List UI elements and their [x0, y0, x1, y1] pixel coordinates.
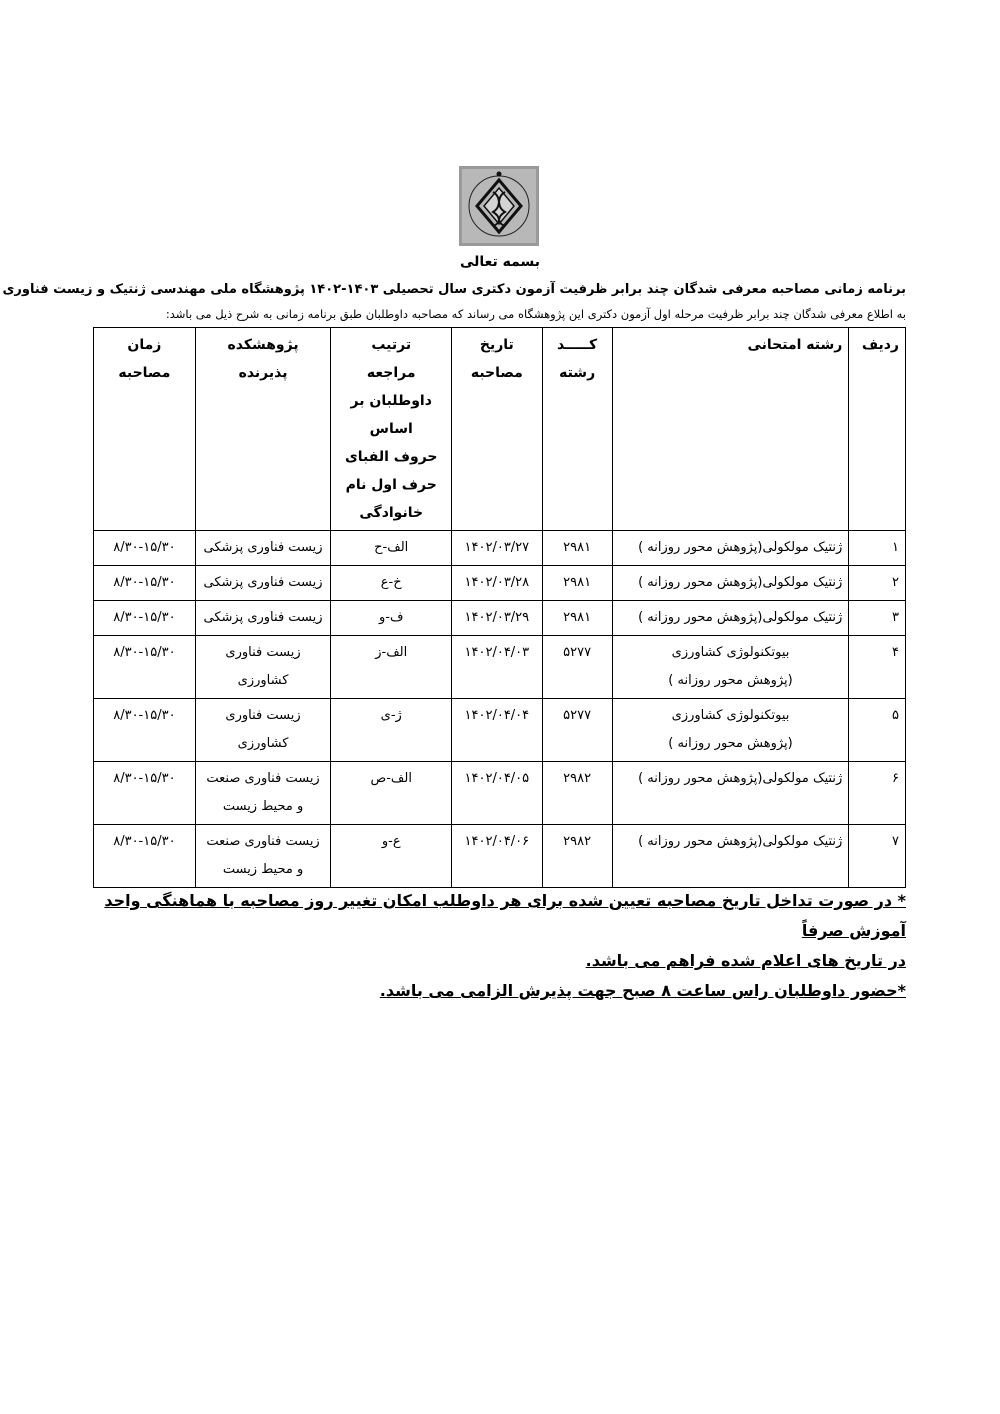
table-row	[94, 566, 906, 601]
table-row	[94, 699, 906, 762]
header-code-line2: رشته	[559, 365, 596, 381]
header-date-line2: مصاحبه	[470, 365, 523, 381]
cell-institute: زیست فناوری پزشکی	[195, 566, 331, 601]
cell-time: ۸/۳۰-۱۵/۳۰	[94, 636, 196, 699]
cell-institute-line1: زیست فناوری	[225, 708, 301, 723]
cell-field: ژنتیک مولکولی(پژوهش محور روزانه )	[612, 762, 849, 825]
header-date-line1: تاریخ	[479, 337, 514, 353]
cell-code: ۵۲۷۷	[542, 699, 612, 762]
cell-date: ۱۴۰۲/۰۳/۲۷	[452, 531, 542, 566]
cell-row-number: ۳	[849, 601, 906, 636]
table-row	[94, 531, 906, 566]
cell-code: ۲۹۸۱	[542, 601, 612, 636]
bismillah-heading: بسمه تعالی	[459, 254, 541, 270]
cell-row-number: ۵	[849, 699, 906, 762]
cell-institute-line1: زیست فناوری صنعت	[206, 834, 320, 849]
header-institute-line2: پذیرنده	[238, 365, 288, 381]
cell-time: ۸/۳۰-۱۵/۳۰	[94, 699, 196, 762]
cell-order: ف-و	[331, 601, 452, 636]
cell-order: ع-و	[331, 825, 452, 888]
cell-field: ژنتیک مولکولی(پژوهش محور روزانه )	[612, 566, 849, 601]
cell-row-number: ۱	[849, 531, 906, 566]
cell-time: ۸/۳۰-۱۵/۳۰	[94, 566, 196, 601]
header-order	[331, 328, 452, 531]
note-date-conflict-line1: * در صورت تداخل تاریخ مصاحبه تعیین شده برای هر داوطلب امکان تغییر روز مصاحبه با هماهنگی واحد آموزش صرفاً	[104, 891, 906, 940]
cell-institute: زیست فناوری پزشکی	[195, 531, 331, 566]
cell-institute-line2: کشاورزی	[237, 736, 289, 751]
header-order-line: حرف اول نام	[345, 477, 437, 493]
table-row	[94, 825, 906, 888]
cell-code: ۲۹۸۲	[542, 762, 612, 825]
cell-institute-line2: کشاورزی	[237, 673, 289, 688]
cell-date: ۱۴۰۲/۰۴/۰۶	[452, 825, 542, 888]
note-date-conflict	[94, 886, 906, 976]
intro-text: به اطلاع معرفی شدگان چند برابر ظرفیت مرحله اول آزمون دکتری این پژوهشگاه می رساند که مصاحبه داوطلبان طبق برنامه زمانی به شرح ذیل می باشد:	[165, 307, 906, 321]
cell-row-number: ۶	[849, 762, 906, 825]
header-order-line: خانوادگی	[359, 505, 424, 521]
cell-code: ۲۹۸۲	[542, 825, 612, 888]
cell-field	[612, 699, 849, 762]
table-row	[94, 762, 906, 825]
cell-order: الف-ز	[331, 636, 452, 699]
cell-field: ژنتیک مولکولی(پژوهش محور روزانه )	[612, 531, 849, 566]
cell-row-number: ۴	[849, 636, 906, 699]
cell-row-number: ۲	[849, 566, 906, 601]
cell-institute-line1: زیست فناوری صنعت	[206, 771, 320, 786]
cell-code: ۵۲۷۷	[542, 636, 612, 699]
cell-date: ۱۴۰۲/۰۴/۰۴	[452, 699, 542, 762]
header-row-number: ردیف	[849, 328, 906, 531]
cell-field: ژنتیک مولکولی(پژوهش محور روزانه )	[612, 601, 849, 636]
header-field: رشته امتحانی	[612, 328, 849, 531]
cell-institute: زیست فناوری پزشکی	[195, 601, 331, 636]
header-code-line1: کـــــد	[557, 337, 598, 353]
header-order-line: ترتیب	[371, 337, 412, 353]
cell-date: ۱۴۰۲/۰۳/۲۹	[452, 601, 542, 636]
note-attendance-text: *حضور داوطلبان راس ساعت ۸ صبح جهت پذیرش الزامی می باشد.	[379, 981, 906, 1000]
header-institute-line1: پژوهشکده	[227, 337, 299, 353]
table-header-row	[94, 328, 906, 531]
note-attendance	[94, 976, 906, 1006]
cell-institute	[195, 699, 331, 762]
header-institute	[195, 328, 331, 531]
cell-time: ۸/۳۰-۱۵/۳۰	[94, 531, 196, 566]
cell-institute-line2: و محیط زیست	[222, 799, 304, 814]
logo-text	[538, 246, 539, 247]
cell-time: ۸/۳۰-۱۵/۳۰	[94, 601, 196, 636]
cell-institute	[195, 636, 331, 699]
table-row	[94, 601, 906, 636]
cell-field-line2: (پژوهش محور روزانه )	[668, 736, 793, 751]
cell-institute	[195, 825, 331, 888]
cell-order: خ-ع	[331, 566, 452, 601]
cell-time: ۸/۳۰-۱۵/۳۰	[94, 825, 196, 888]
cell-row-number: ۷	[849, 825, 906, 888]
header-code	[542, 328, 612, 531]
header-order-line: داوطلبان بر	[350, 393, 432, 409]
cell-field: ژنتیک مولکولی(پژوهش محور روزانه )	[612, 825, 849, 888]
cell-order: الف-ح	[331, 531, 452, 566]
header-order-line: مراجعه	[366, 365, 416, 381]
header-date	[452, 328, 542, 531]
header-time: زمان مصاحبه	[94, 328, 196, 531]
cell-code: ۲۹۸۱	[542, 566, 612, 601]
cell-institute-line1: زیست فناوری	[225, 645, 301, 660]
note-date-conflict-line2: در تاریخ های اعلام شده فراهم می باشد.	[585, 951, 906, 970]
table-row	[94, 636, 906, 699]
cell-date: ۱۴۰۲/۰۴/۰۵	[452, 762, 542, 825]
cell-field	[612, 636, 849, 699]
institute-logo	[459, 166, 539, 246]
cell-time: ۸/۳۰-۱۵/۳۰	[94, 762, 196, 825]
cell-institute	[195, 762, 331, 825]
cell-order: ژ-ی	[331, 699, 452, 762]
header-order-line: حروف الفبای	[344, 449, 438, 465]
header-order-line: اساس	[369, 421, 413, 437]
page-title: برنامه زمانی مصاحبه معرفی شدگان چند برابر ظرفیت آزمون دکتری سال تحصیلی ۱۴۰۳-۱۴۰۲ پژوهشگاه ملی مهندسی ژنتیک و زیست فناوری	[2, 282, 906, 297]
interview-schedule-table	[93, 327, 906, 888]
cell-date: ۱۴۰۲/۰۴/۰۳	[452, 636, 542, 699]
cell-institute-line2: و محیط زیست	[222, 862, 304, 877]
cell-code: ۲۹۸۱	[542, 531, 612, 566]
cell-field-line1: بیوتکنولوژی کشاورزی	[671, 645, 790, 660]
cell-date: ۱۴۰۲/۰۳/۲۸	[452, 566, 542, 601]
cell-field-line1: بیوتکنولوژی کشاورزی	[671, 708, 790, 723]
cell-field-line2: (پژوهش محور روزانه )	[668, 673, 793, 688]
cell-order: الف-ص	[331, 762, 452, 825]
